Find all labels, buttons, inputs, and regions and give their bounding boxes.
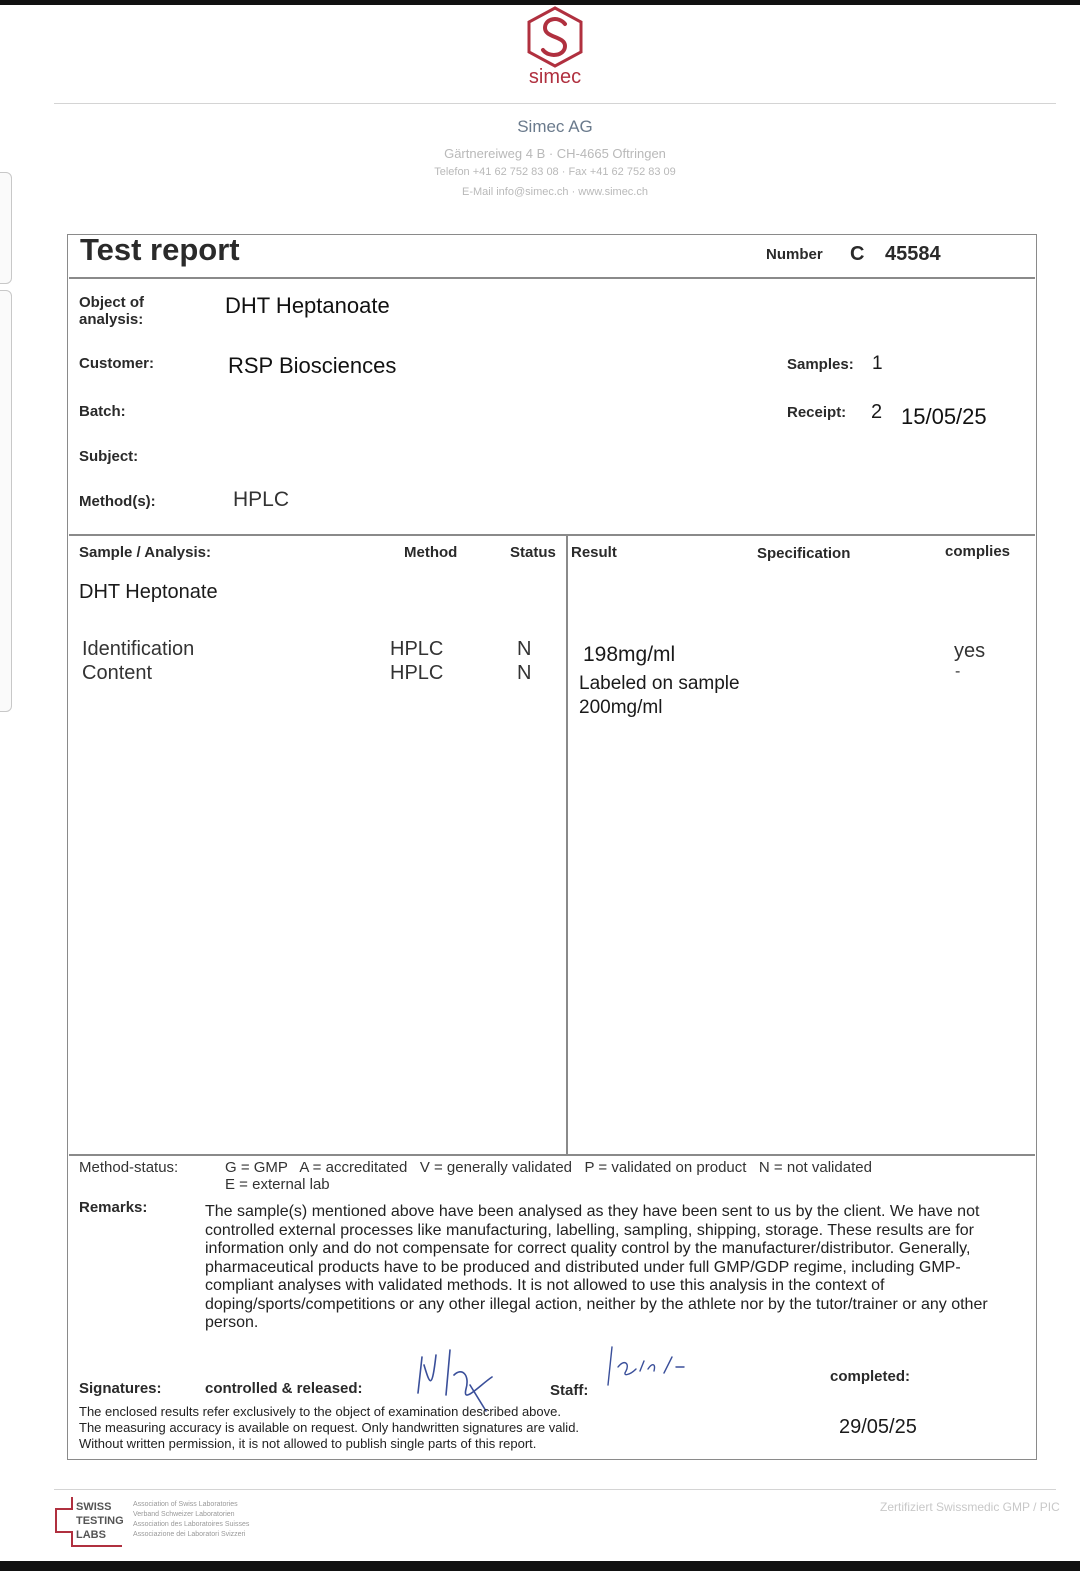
- methods-label: Method(s):: [79, 493, 156, 510]
- receipt-value: 2: [871, 401, 883, 423]
- number-label: Number: [766, 246, 823, 263]
- side-tab-lower[interactable]: [0, 290, 12, 712]
- row-content-method: HPLC: [390, 662, 444, 684]
- remarks-text: The sample(s) mentioned above have been analysed as they have been sent to us by the client. We have not controlled external processes like manufacturing, labelling, sampling, shipping, storage. These results are for information only and do not compensate for correct quality control by the manufacturer/distributor. Generally, pharmaceutical products have to be produced and distributed under full GMP/GDP regime, including GMP-compliant analyses with validated methods. It is not allowed to use this analysis in the context of doping/sports/competitions or any other illegal action, neither by the athlete nor by the tutor/trainer or any other person.: [205, 1203, 988, 1331]
- legend-line-1: G = GMP A = accreditated V = generally validated P = validated on product N = not validated: [225, 1159, 872, 1176]
- staff-label: Staff:: [550, 1382, 589, 1399]
- row-identification-analysis: Identification: [82, 638, 195, 660]
- stl-line-1: SWISS: [76, 1501, 112, 1513]
- subject-label: Subject:: [79, 448, 139, 465]
- legend-label: Method-status:: [79, 1159, 179, 1176]
- stl-line-3: LABS: [76, 1529, 106, 1541]
- receipt-date: 15/05/25: [901, 404, 987, 429]
- association-text: [133, 1500, 249, 1540]
- table-bottom-divider: [69, 1154, 1035, 1156]
- bottom-bar: [0, 1561, 1080, 1571]
- col-header-sample: Sample / Analysis:: [79, 544, 211, 561]
- assoc-line-3: Association des Laboratoires Suisses: [133, 1521, 250, 1528]
- staff-signature-icon: [600, 1345, 690, 1390]
- samples-value: 1: [872, 353, 883, 374]
- methods-value: HPLC: [233, 488, 290, 511]
- header-divider: [54, 103, 1056, 104]
- batch-label: Batch:: [79, 403, 126, 420]
- col-header-status: Status: [510, 544, 556, 561]
- completed-label: completed:: [830, 1368, 911, 1385]
- number-prefix: C: [850, 243, 865, 265]
- fields-divider: [69, 534, 1035, 536]
- footnote-line-3: Without written permission, it is not allowed to publish single parts of this report.: [79, 1436, 537, 1451]
- col-header-specification: Specification: [757, 545, 851, 562]
- logo-text: simec: [528, 66, 582, 88]
- completed-date: 29/05/25: [839, 1416, 917, 1438]
- object-label-line-1: Object of: [79, 294, 145, 311]
- remarks-label: Remarks:: [79, 1199, 148, 1216]
- stl-text: [76, 1500, 124, 1542]
- signatures-label: Signatures:: [79, 1380, 162, 1397]
- row-content-status: N: [517, 662, 532, 684]
- customer-label: Customer:: [79, 355, 155, 372]
- certification-text: Zertifiziert Swissmedic GMP / PIC: [880, 1500, 1060, 1514]
- result-main: 198mg/ml: [583, 643, 676, 666]
- controlled-released-label: controlled & released:: [205, 1380, 363, 1397]
- row-identification-status: N: [517, 638, 532, 660]
- col-header-complies: complies: [945, 543, 1011, 560]
- footnote-line-2: The measuring accuracy is available on request. Only handwritten signatures are valid.: [79, 1420, 580, 1435]
- stl-line-2: TESTING: [76, 1515, 124, 1527]
- assoc-line-1: Association of Swiss Laboratories: [133, 1501, 238, 1508]
- customer-value: RSP Biosciences: [228, 353, 397, 378]
- title-divider: [69, 277, 1035, 279]
- receipt-label: Receipt:: [787, 404, 847, 421]
- row-identification-method: HPLC: [390, 638, 444, 660]
- col-header-result: Result: [571, 544, 617, 561]
- object-label-line-2: analysis:: [79, 311, 144, 328]
- assoc-line-4: Associazione dei Laboratori Svizzeri: [133, 1531, 246, 1538]
- samples-label: Samples:: [787, 356, 854, 373]
- footnote-line-1: The enclosed results refer exclusively to the object of examination described above.: [79, 1404, 561, 1419]
- result-column-divider: [566, 534, 568, 1154]
- row-content-analysis: Content: [82, 662, 153, 684]
- row-content-complies: -: [955, 663, 961, 680]
- footer-divider: [54, 1489, 1056, 1490]
- number-value: 45584: [885, 243, 941, 265]
- assoc-line-2: Verband Schweizer Laboratorien: [133, 1511, 235, 1518]
- company-name: Simec AG: [517, 117, 593, 136]
- side-tab-upper[interactable]: [0, 172, 12, 284]
- object-label: [79, 294, 144, 328]
- legend-line-2: E = external lab: [225, 1176, 330, 1193]
- sample-name: DHT Heptonate: [79, 581, 218, 603]
- object-value: DHT Heptanoate: [225, 293, 390, 318]
- simec-logo-icon: [525, 6, 585, 68]
- col-header-method: Method: [404, 544, 458, 561]
- report-title: Test report: [80, 232, 240, 267]
- top-bar: [0, 0, 1080, 5]
- swiss-testing-labs-logo: [54, 1494, 129, 1550]
- address-line-1: Gärtnereiweg 4 B · CH-4665 Oftringen: [444, 146, 666, 161]
- address-line-3: E-Mail info@simec.ch · www.simec.ch: [462, 186, 648, 198]
- row-identification-complies: yes: [954, 640, 986, 662]
- result-note-line-1: Labeled on sample: [579, 673, 740, 694]
- result-note-line-2: 200mg/ml: [579, 697, 663, 718]
- address-line-2: Telefon +41 62 752 83 08 · Fax +41 62 752 83 09: [434, 166, 676, 178]
